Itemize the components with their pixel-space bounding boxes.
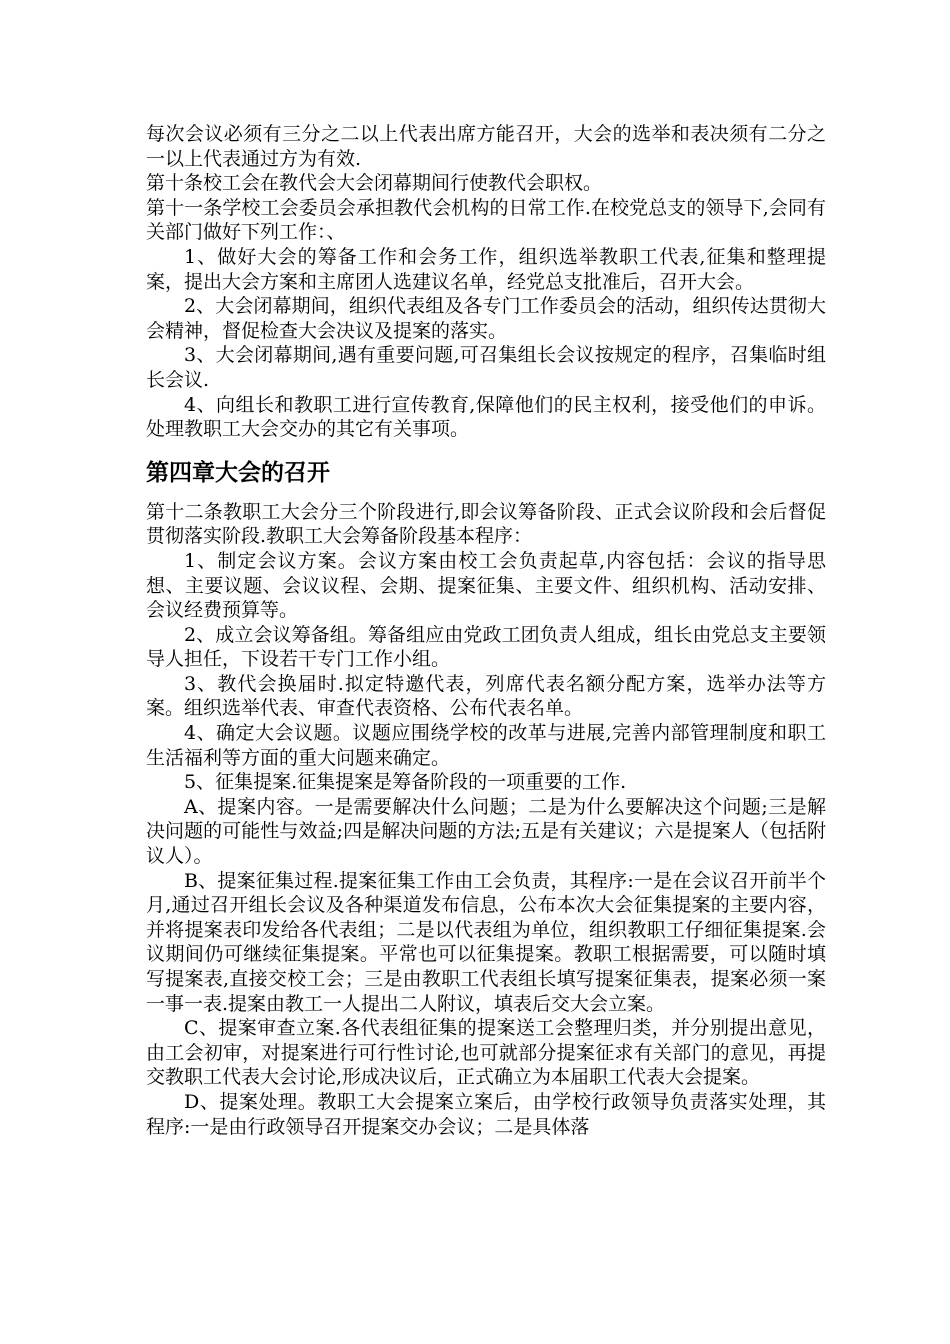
paragraph: 每次会议必须有三分之二以上代表出席方能召开，大会的选举和表决须有二分之一以上代表通过方为有效.	[146, 123, 826, 170]
paragraph: A、提案内容。一是需要解决什么问题；二是为什么要解决这个问题;三是解决问题的可能性与效益;四是解决问题的方法;五是有关建议；六是提案人（包括附议人）。	[146, 795, 826, 868]
paragraph: 第十条校工会在教代会大会闭幕期间行使教代会职权。	[146, 172, 603, 195]
chapter-heading: 第四章大会的召开	[146, 458, 330, 486]
paragraph: 第十一条学校工会委员会承担教代会机构的日常工作.在校党总支的领导下,会同有关部门做好下列工作：、	[146, 196, 826, 244]
paragraph: B、提案征集过程.提案征集工作由工会负责，其程序:一是在会议召开前半个月,通过召开组长会议及各种渠道发布信息，公布本次大会征集提案的主要内容，并将提案表印发给各代表组；二是以代表组为单位，组织教职工仔细征集提案.会议期间仍可继续征集提案。平常也可以征集提案。教职工根据需要，可以随时填写提案表,直接交校工会；三是由教职工代表组长填写提案征集表，提案必须一案一事一表.提案由教工一人提出二人附议，填表后交大会立案。	[146, 869, 826, 1015]
paragraph: 1、做好大会的筹备工作和会务工作，组织选举教职工代表,征集和整理提案，提出大会方案和主席团人选建议名单，经党总支批准后，召开大会。	[146, 245, 826, 293]
paragraph: 2、成立会议筹备组。筹备组应由党政工团负责人组成，组长由党总支主要领导人担任，下设若干专门工作小组。	[146, 623, 826, 671]
paragraph: 1、制定会议方案。会议方案由校工会负责起草,内容包括：会议的指导思想、主要议题、会议议程、会期、提案征集、主要文件、组织机构、活动安排、会议经费预算等。	[146, 549, 826, 622]
document-page	[146, 122, 826, 1139]
paragraph: 3、大会闭幕期间,遇有重要问题,可召集组长会议按规定的程序，召集临时组长会议.	[146, 344, 826, 391]
body-section-upper	[146, 122, 826, 442]
paragraph: 5、征集提案.征集提案是筹备阶段的一项重要的工作.	[184, 771, 627, 794]
paragraph: 3、教代会换届时.拟定特邀代表，列席代表名额分配方案，选举办法等方案。组织选举代表、审查代表资格、公布代表名单。	[146, 672, 826, 720]
paragraph: C、提案审查立案.各代表组征集的提案送工会整理归类，并分别提出意见，由工会初审，对提案进行可行性讨论,也可就部分提案征求有关部门的意见，再提交教职工代表大会讨论,形成决议后，正式确立为本届职工代表大会提案。	[146, 1017, 826, 1089]
paragraph: D、提案处理。教职工大会提案立案后，由学校行政领导负责落实处理，其程序:一是由行政领导召开提案交办会议；二是具体落	[146, 1090, 826, 1138]
paragraph: 第十二条教职工大会分三个阶段进行,即会议筹备阶段、正式会议阶段和会后督促贯彻落实阶段.教职工大会筹备阶段基本程序：	[146, 500, 826, 548]
paragraph: 4、确定大会议题。议题应围绕学校的改革与进展,完善内部管理制度和职工生活福利等方面的重大问题来确定。	[146, 722, 826, 769]
body-section-lower	[146, 500, 826, 1139]
paragraph: 4、向组长和教职工进行宣传教育,保障他们的民主权利，接受他们的申诉。处理教职工大会交办的其它有关事项。	[146, 393, 826, 441]
paragraph: 2、大会闭幕期间，组织代表组及各专门工作委员会的活动，组织传达贯彻大会精神，督促检查大会决议及提案的落实。	[146, 295, 826, 342]
